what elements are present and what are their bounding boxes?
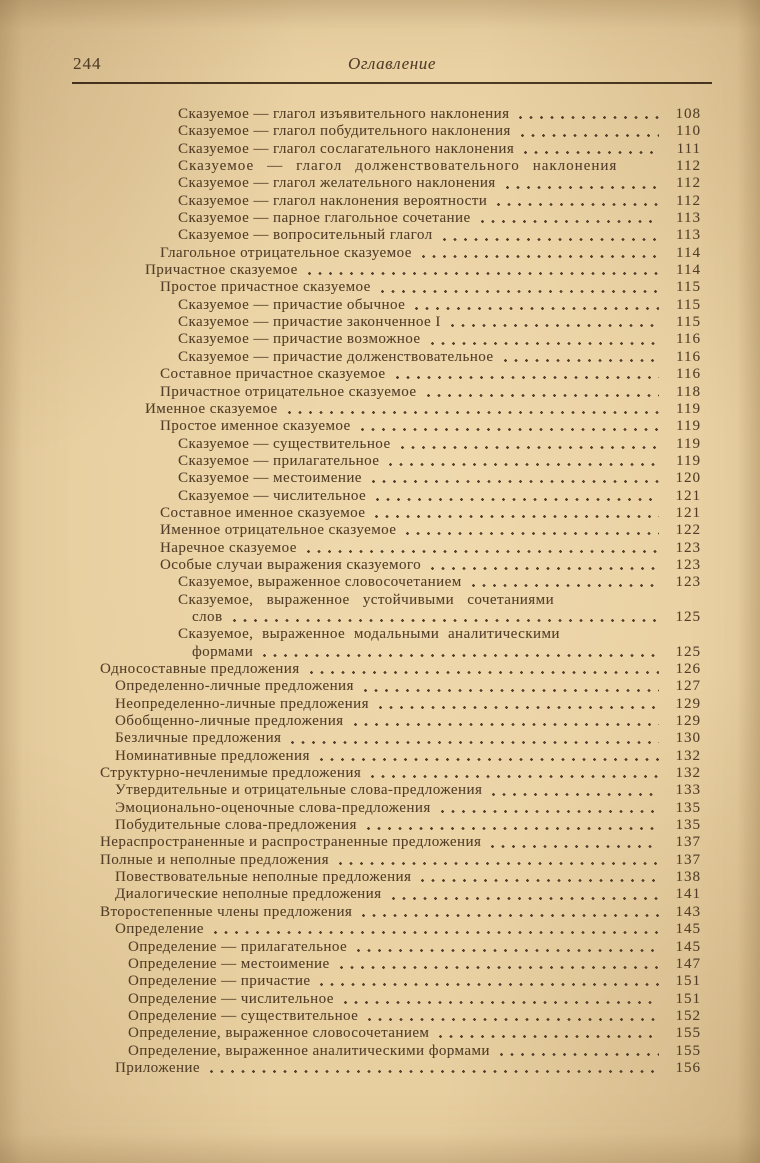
toc-entry-title: Сказуемое — вопросительный глагол bbox=[178, 227, 433, 244]
dot-leader bbox=[206, 1060, 659, 1077]
dot-leader bbox=[316, 748, 659, 765]
toc-entry-page: 108 bbox=[675, 106, 701, 122]
dot-leader bbox=[350, 713, 659, 730]
dot-leader bbox=[287, 730, 659, 747]
toc-entry-title: Эмоционально-оценочные слова-предложения bbox=[115, 799, 431, 816]
toc-entry-title: Номинативные предложения bbox=[115, 747, 310, 764]
toc-entry bbox=[100, 193, 701, 210]
toc-entry-title: Составное причастное сказуемое bbox=[160, 366, 386, 383]
toc-entry-page: 137 bbox=[675, 834, 701, 851]
toc-entry-page: 121 bbox=[675, 504, 701, 521]
toc-entry-page: 112 bbox=[676, 192, 701, 209]
toc-entry bbox=[100, 522, 701, 539]
toc-entry-title: Повествовательные неполные предложения bbox=[115, 869, 412, 886]
dot-leader bbox=[388, 886, 660, 903]
dot-leader bbox=[340, 991, 659, 1008]
toc-entry bbox=[100, 158, 701, 175]
toc-entry bbox=[100, 349, 701, 366]
toc-entry bbox=[100, 1025, 701, 1042]
toc-entry-page: 135 bbox=[675, 799, 701, 816]
toc-entry bbox=[100, 869, 701, 886]
dot-leader bbox=[560, 592, 659, 609]
page-number: 244 bbox=[73, 54, 102, 73]
toc-entry-page: 132 bbox=[675, 747, 701, 764]
toc-entry bbox=[100, 436, 701, 453]
toc-entry bbox=[100, 123, 701, 140]
toc-entry-title: Диалогические неполные предложения bbox=[115, 886, 382, 903]
toc-entry-title: Особые случаи выражения сказуемого bbox=[160, 556, 422, 573]
toc-entry-title: Сказуемое — глагол желательного наклонения bbox=[178, 175, 496, 192]
toc-entry-title: Сказуемое — причастие долженствовательное bbox=[178, 348, 494, 365]
toc-entry-page: 119 bbox=[676, 452, 701, 469]
toc-entry bbox=[100, 765, 701, 782]
toc-entry-page: 115 bbox=[676, 314, 701, 331]
toc-entry bbox=[100, 956, 701, 973]
toc-entry-title: Определение — местоимение bbox=[128, 955, 330, 972]
toc-entry-title: Сказуемое — существительное bbox=[178, 435, 391, 452]
dot-leader bbox=[363, 817, 659, 834]
toc-entry bbox=[100, 210, 701, 227]
toc-entry-title: Утвердительные и отрицательные слова-предложения bbox=[115, 782, 483, 799]
toc-entry bbox=[100, 886, 701, 903]
toc-entry-title: Сказуемое — причастие возможное bbox=[178, 331, 421, 348]
dot-leader bbox=[487, 834, 659, 851]
dot-leader bbox=[500, 349, 659, 366]
toc-entry-page: 127 bbox=[675, 678, 701, 695]
dot-leader bbox=[210, 921, 659, 938]
dot-leader bbox=[385, 453, 659, 470]
toc-entry-page: 119 bbox=[676, 400, 701, 417]
toc-entry-page: 135 bbox=[675, 817, 701, 834]
toc-entry-page: 114 bbox=[676, 262, 701, 279]
toc-entry-title: Определение — прилагательное bbox=[128, 938, 348, 955]
toc-entry bbox=[100, 713, 701, 730]
dot-leader bbox=[427, 557, 659, 574]
toc-entry-page: 125 bbox=[675, 608, 701, 625]
toc-entry bbox=[100, 661, 701, 678]
toc-entry-page: 132 bbox=[675, 765, 701, 782]
toc-entry-page: 113 bbox=[676, 227, 701, 244]
toc-entry-title: Сказуемое — числительное bbox=[178, 487, 367, 504]
toc-entry bbox=[100, 141, 701, 158]
toc-entry bbox=[100, 696, 701, 713]
toc-entry-title: Причастное отрицательное сказуемое bbox=[160, 383, 417, 400]
toc-entry bbox=[100, 279, 701, 296]
dot-leader bbox=[566, 626, 659, 643]
toc-entry-title: Именное отрицательное сказуемое bbox=[160, 522, 397, 539]
toc-entry bbox=[100, 401, 701, 418]
toc-entry-page: 147 bbox=[675, 955, 701, 972]
toc-entry-page: 120 bbox=[675, 470, 701, 487]
toc-entry-page: 116 bbox=[676, 348, 701, 365]
toc-entry-page: 126 bbox=[675, 661, 701, 677]
dot-leader bbox=[357, 418, 659, 435]
dot-leader bbox=[372, 488, 659, 505]
toc-entry-page: 110 bbox=[676, 123, 701, 140]
dot-leader bbox=[364, 1008, 659, 1025]
toc-entry bbox=[100, 626, 701, 643]
toc-entry-page bbox=[663, 626, 701, 643]
dot-leader bbox=[468, 574, 659, 591]
toc-entry bbox=[100, 644, 701, 661]
dot-leader bbox=[303, 540, 659, 557]
toc-entry-title: Определенно-личные предложения bbox=[115, 678, 354, 695]
toc-entry-page: 115 bbox=[676, 296, 701, 313]
toc-entry-title: Сказуемое — парное глагольное сочетание bbox=[178, 210, 471, 227]
toc-entry-title: Безличные предложения bbox=[115, 730, 282, 747]
dot-leader bbox=[496, 1043, 659, 1060]
toc-entry-title: Сказуемое — глагол изъявительного наклонения bbox=[178, 106, 510, 122]
dot-leader bbox=[336, 956, 659, 973]
toc-entry bbox=[100, 834, 701, 851]
toc-entry-title: Определение — числительное bbox=[128, 990, 334, 1007]
toc-entry bbox=[100, 470, 701, 487]
toc-entry-title: Сказуемое — глагол долженствовательного наклонения bbox=[178, 158, 618, 175]
toc-entry-page: 143 bbox=[675, 903, 701, 920]
toc-entry-page: 121 bbox=[675, 487, 701, 504]
toc-entry bbox=[100, 1043, 701, 1060]
toc-entry-title: Определение, выраженное аналитическими формами bbox=[128, 1042, 490, 1059]
dot-leader bbox=[477, 210, 659, 227]
toc-entry-title: Сказуемое — глагол сослагательного наклонения bbox=[178, 140, 515, 157]
toc-entry-page: 123 bbox=[675, 539, 701, 556]
toc-entry-page bbox=[663, 592, 701, 609]
toc-entry bbox=[100, 921, 701, 938]
toc-entry-title: Второстепенные члены предложения bbox=[100, 903, 353, 920]
toc-entry-page: 155 bbox=[675, 1025, 701, 1042]
toc-entry bbox=[100, 331, 701, 348]
dot-leader bbox=[284, 401, 659, 418]
toc-entry-page: 145 bbox=[675, 938, 701, 955]
toc-entry-title: Причастное сказуемое bbox=[145, 262, 298, 279]
toc-entry-title: Сказуемое — глагол наклонения вероятности bbox=[178, 192, 488, 209]
toc-entry-title: Неопределенно-личные предложения bbox=[115, 695, 369, 712]
toc-entry bbox=[100, 1008, 701, 1025]
toc-entry-page: 152 bbox=[675, 1007, 701, 1024]
toc-entry bbox=[100, 1060, 701, 1077]
dot-leader bbox=[427, 331, 659, 348]
dot-leader bbox=[316, 973, 659, 990]
toc-entry-page: 115 bbox=[676, 279, 701, 296]
toc-entry-title: Простое именное сказуемое bbox=[160, 418, 351, 435]
toc-entry bbox=[100, 609, 701, 626]
toc-entry bbox=[100, 366, 701, 383]
header-rule bbox=[72, 82, 712, 84]
toc-entry-page: 151 bbox=[675, 973, 701, 990]
dot-leader bbox=[488, 782, 659, 799]
toc-entry-page: 116 bbox=[676, 366, 701, 383]
toc-entry-page: 112 bbox=[676, 175, 701, 192]
dot-leader bbox=[447, 314, 659, 331]
toc-entry bbox=[100, 540, 701, 557]
toc-entry bbox=[100, 175, 701, 192]
toc-entry-page: 119 bbox=[676, 418, 701, 435]
toc-entry-page: 125 bbox=[675, 643, 701, 660]
dot-leader bbox=[417, 869, 659, 886]
toc-entry-page: 141 bbox=[675, 886, 701, 903]
toc-entry-page: 145 bbox=[675, 921, 701, 938]
dot-leader bbox=[411, 297, 659, 314]
toc-entry-title: Структурно-нечленимые предложения bbox=[100, 765, 362, 782]
toc-entry-title: Побудительные слова-предложения bbox=[115, 817, 357, 834]
dot-leader bbox=[371, 505, 659, 522]
toc-entry-title: Обобщенно-личные предложения bbox=[115, 713, 344, 730]
toc-entry bbox=[100, 557, 701, 574]
toc-entry-title: Определение — существительное bbox=[128, 1007, 359, 1024]
toc-entry bbox=[100, 574, 701, 591]
toc-entry bbox=[100, 748, 701, 765]
dot-leader bbox=[623, 158, 659, 175]
toc-entry-title: Сказуемое, выраженное модальными аналитическими bbox=[178, 626, 560, 643]
toc-entry-page: 155 bbox=[675, 1042, 701, 1059]
toc-entry-title: Глагольное отрицательное сказуемое bbox=[160, 244, 412, 261]
toc-entry bbox=[100, 592, 701, 609]
dot-leader bbox=[418, 245, 659, 262]
dot-leader bbox=[517, 123, 659, 140]
toc-entry-page: 122 bbox=[675, 522, 701, 539]
toc-entry bbox=[100, 245, 701, 262]
toc-entry-page: 123 bbox=[675, 556, 701, 573]
table-of-contents bbox=[100, 106, 701, 1077]
dot-leader bbox=[397, 436, 659, 453]
toc-entry bbox=[100, 678, 701, 695]
dot-leader bbox=[437, 800, 659, 817]
toc-entry-title: Простое причастное сказуемое bbox=[160, 279, 371, 296]
toc-entry bbox=[100, 488, 701, 505]
dot-leader bbox=[259, 644, 659, 661]
toc-entry-title: Сказуемое — глагол побудительного наклонения bbox=[178, 123, 511, 140]
toc-entry bbox=[100, 384, 701, 401]
toc-entry-page: 119 bbox=[676, 435, 701, 452]
dot-leader bbox=[353, 939, 659, 956]
toc-entry-title: Определение bbox=[115, 921, 204, 938]
toc-entry bbox=[100, 314, 701, 331]
dot-leader bbox=[229, 609, 659, 626]
toc-entry-page: 151 bbox=[675, 990, 701, 1007]
toc-entry bbox=[100, 297, 701, 314]
dot-leader bbox=[367, 765, 659, 782]
toc-entry-page: 130 bbox=[675, 730, 701, 747]
toc-entry bbox=[100, 939, 701, 956]
toc-entry-page: 123 bbox=[675, 574, 701, 591]
dot-leader bbox=[377, 279, 659, 296]
toc-entry-title: Сказуемое, выраженное устойчивыми сочетаниями bbox=[178, 591, 555, 608]
toc-entry-title: Именное сказуемое bbox=[145, 400, 278, 417]
toc-entry-page: 111 bbox=[676, 140, 701, 157]
dot-leader bbox=[304, 262, 659, 279]
toc-entry-page: 137 bbox=[675, 851, 701, 868]
toc-entry-title: формами bbox=[192, 643, 254, 660]
toc-entry-page: 156 bbox=[675, 1059, 701, 1076]
toc-entry-page: 129 bbox=[675, 713, 701, 730]
toc-entry bbox=[100, 782, 701, 799]
toc-entry-page: 114 bbox=[676, 244, 701, 261]
toc-entry-title: Определение, выраженное словосочетанием bbox=[128, 1025, 430, 1042]
toc-entry-title: Полные и неполные предложения bbox=[100, 851, 329, 868]
toc-entry-title: Сказуемое — причастие обычное bbox=[178, 296, 406, 313]
dot-leader bbox=[306, 661, 659, 678]
toc-entry-title: Нераспространенные и распространенные предложения bbox=[100, 834, 482, 851]
toc-entry bbox=[100, 817, 701, 834]
toc-entry-title: Сказуемое — местоимение bbox=[178, 470, 362, 487]
toc-entry-title: Составное именное сказуемое bbox=[160, 504, 366, 521]
dot-leader bbox=[358, 904, 659, 921]
toc-entry bbox=[100, 418, 701, 435]
toc-entry bbox=[100, 106, 701, 123]
dot-leader bbox=[360, 678, 659, 695]
toc-entry-title: Сказуемое — причастие законченное I bbox=[178, 314, 441, 331]
toc-entry bbox=[100, 991, 701, 1008]
toc-entry-title: Сказуемое, выраженное словосочетанием bbox=[178, 574, 462, 591]
toc-entry bbox=[100, 852, 701, 869]
toc-entry-title: Односоставные предложения bbox=[100, 661, 300, 677]
dot-leader bbox=[368, 470, 659, 487]
toc-entry-page: 116 bbox=[676, 331, 701, 348]
toc-entry-page: 138 bbox=[675, 869, 701, 886]
toc-entry-page: 118 bbox=[676, 383, 701, 400]
toc-entry-title: слов bbox=[192, 608, 223, 625]
toc-entry-title: Определение — причастие bbox=[128, 973, 311, 990]
toc-entry bbox=[100, 904, 701, 921]
toc-entry-page: 129 bbox=[675, 695, 701, 712]
dot-leader bbox=[335, 852, 659, 869]
toc-entry-title: Сказуемое — прилагательное bbox=[178, 452, 380, 469]
toc-entry-page: 133 bbox=[675, 782, 701, 799]
dot-leader bbox=[402, 522, 659, 539]
dot-leader bbox=[435, 1025, 659, 1042]
dot-leader bbox=[423, 384, 660, 401]
toc-entry-title: Приложение bbox=[115, 1059, 201, 1076]
toc-entry bbox=[100, 227, 701, 244]
toc-entry bbox=[100, 453, 701, 470]
dot-leader bbox=[493, 193, 659, 210]
toc-entry bbox=[100, 800, 701, 817]
dot-leader bbox=[392, 366, 660, 383]
toc-entry bbox=[100, 973, 701, 990]
running-header-title: Оглавление bbox=[347, 54, 437, 73]
dot-leader bbox=[520, 141, 659, 158]
toc-entry bbox=[100, 262, 701, 279]
dot-leader bbox=[439, 227, 659, 244]
dot-leader bbox=[375, 696, 659, 713]
toc-entry-page: 113 bbox=[676, 210, 701, 227]
toc-entry-title: Наречное сказуемое bbox=[160, 539, 297, 556]
toc-entry bbox=[100, 730, 701, 747]
toc-entry-page: 112 bbox=[676, 158, 701, 175]
dot-leader bbox=[515, 106, 659, 123]
toc-entry bbox=[100, 505, 701, 522]
dot-leader bbox=[502, 175, 659, 192]
